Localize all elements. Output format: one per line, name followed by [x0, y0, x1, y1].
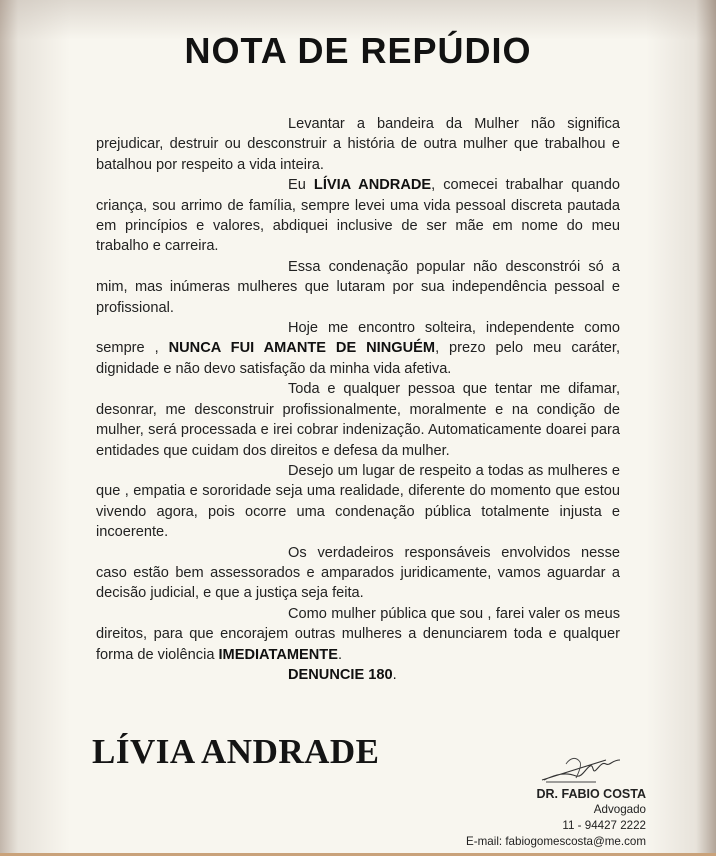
closing-bold: DENUNCIE 180: [288, 666, 393, 683]
paragraph-text: .: [337, 646, 343, 663]
lawyer-role: Advogado: [593, 803, 646, 816]
signature-name: LÍVIA ANDRADE: [92, 732, 380, 771]
bold-emphasis: IMEDIATAMENTE: [218, 646, 338, 663]
paragraph-4: [96, 318, 620, 379]
paragraph-6: [96, 461, 620, 543]
paragraph-8: [96, 604, 620, 665]
closing-line: [96, 665, 620, 685]
lawyer-name: DR. FABIO COSTA: [536, 787, 646, 801]
closing-punct: .: [392, 666, 397, 683]
paragraph-text: Como mulher pública que sou , farei valer os meus direitos, para que encorajem outras mulheres a denunciarem toda e qualquer forma de violência: [96, 605, 620, 663]
lawyer-block: [386, 752, 646, 850]
bold-name: LÍVIA ANDRADE: [313, 177, 432, 194]
paragraph-7: [96, 543, 620, 604]
lawyer-phone: 11 - 94427 2222: [562, 819, 646, 832]
paragraph-2: [96, 175, 620, 257]
paragraph-text: Levantar a bandeira da Mulher não significa prejudicar, destruir ou desconstruir a história de outra mulher que trabalhou e batalhou por respeito a vida inteira.: [96, 116, 620, 173]
lawyer-email: E-mail: fabiogomescosta@me.com: [466, 835, 646, 848]
paragraph-text: Toda e qualquer pessoa que tentar me difamar, desonrar, me desconstruir profissionalmente, moralmente e na condição de mulher, será processada e irei cobrar indenização. Automaticamente doarei para entidades que cuidam dos direitos e defesa da mulher.: [96, 381, 620, 459]
paragraph-text: Desejo um lugar de respeito a todas as mulheres e que , empatia e sororidade seja uma realidade, diferente do momento que estou vivendo agora, pois ocorre uma condenação pública totalmente injusta e incoerente.: [96, 462, 620, 541]
paragraph-3: [96, 257, 620, 318]
document-title: NOTA DE REPÚDIO: [184, 30, 532, 71]
document-body: [96, 114, 620, 685]
bold-statement: NUNCA FUI AMANTE DE NINGUÉM: [168, 340, 436, 357]
paragraph-text: Eu: [288, 177, 314, 194]
paragraph-text: , prezo pelo meu caráter, dignidade e não devo satisfação da minha vida afetiva.: [96, 340, 621, 377]
signature-scribble-icon: [386, 752, 646, 786]
paragraph-5: [96, 379, 620, 461]
paragraph-text: Essa condenação popular não desconstrói só a mim, mas inúmeras mulheres que lutaram por sua independência pessoal e profissional.: [96, 258, 620, 316]
paragraph-text: Hoje me encontro solteira, independente como sempre ,: [96, 320, 620, 357]
paragraph-text: , comecei trabalhar quando criança, sou arrimo de família, sempre levei uma vida pessoal discreta pautada em princípios e valores, abdiquei inclusive de ser mãe em nome do meu trabalho e carreira.: [96, 177, 620, 255]
paragraph-1: [96, 114, 620, 175]
paragraph-text: Os verdadeiros responsáveis envolvidos nesse caso estão bem assessorados e amparados juridicamente, vamos aguardar a decisão judicial, e que a justiça seja feita.: [96, 544, 620, 602]
